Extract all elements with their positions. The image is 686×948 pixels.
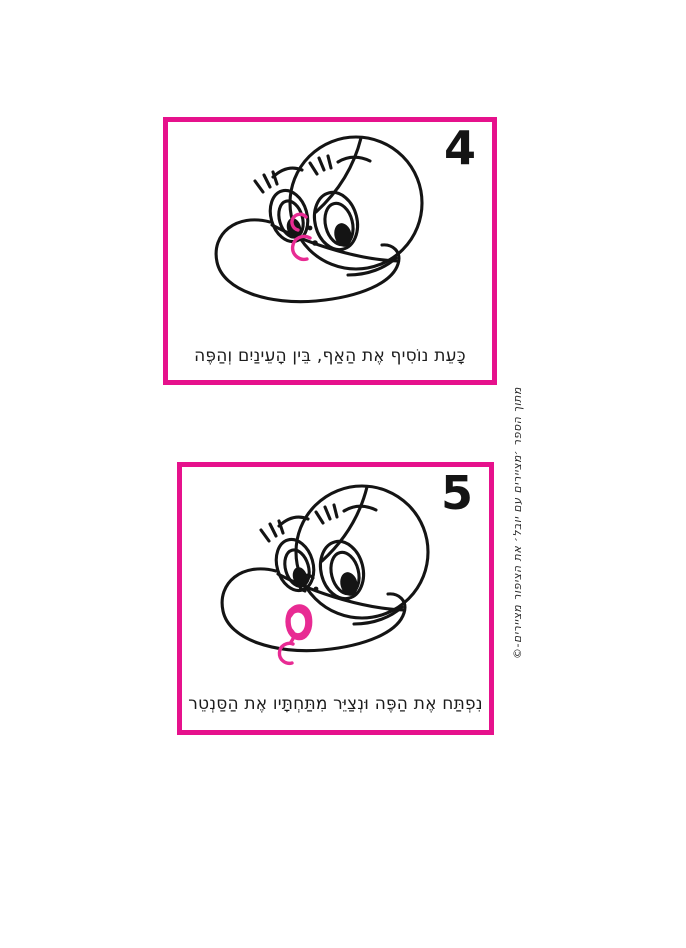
eyelash xyxy=(261,530,269,541)
copyright-watermark: מתוך הספר ׳מציירים עם יובל׳ את הציפור מציירים-© xyxy=(511,387,524,659)
bird-face-line-art xyxy=(216,137,422,302)
muzzle-outline xyxy=(222,569,405,651)
nostril-dot xyxy=(308,226,313,231)
step-5-caption: נִפְתַּח אֶת הַפֶּה וּנְצַיֵּר מִתַּחְתָּיו אֶת הַסַּנְטֵר xyxy=(188,694,483,714)
step-4-drawing xyxy=(186,128,486,344)
chin-highlight-large xyxy=(279,643,293,663)
bird-face-line-art xyxy=(222,486,428,663)
step-5-panel xyxy=(177,462,494,735)
step-5-drawing xyxy=(192,477,492,693)
nostril-dot xyxy=(314,587,319,592)
head-part-line xyxy=(322,487,367,561)
eyelash xyxy=(264,175,270,187)
eyelash xyxy=(270,524,276,536)
step-4-number: 4 xyxy=(443,121,476,175)
step-4-caption: כָּעֵת נוֹסִיף אֶת הַאַף, בֵּין הָעֵינַיִם וְהַפֶּה xyxy=(194,346,466,366)
step-4-panel xyxy=(163,117,497,385)
nostril-dot xyxy=(312,240,318,246)
eyelash xyxy=(325,507,330,519)
step-5-number: 5 xyxy=(440,466,473,520)
eyelash xyxy=(316,512,323,523)
eyelash xyxy=(255,181,263,192)
head-part-line xyxy=(316,138,361,212)
muzzle-outline xyxy=(216,220,399,302)
eyelash xyxy=(319,158,324,170)
eyelash xyxy=(334,505,337,517)
eyelash xyxy=(328,156,331,168)
eyelash xyxy=(310,163,317,174)
